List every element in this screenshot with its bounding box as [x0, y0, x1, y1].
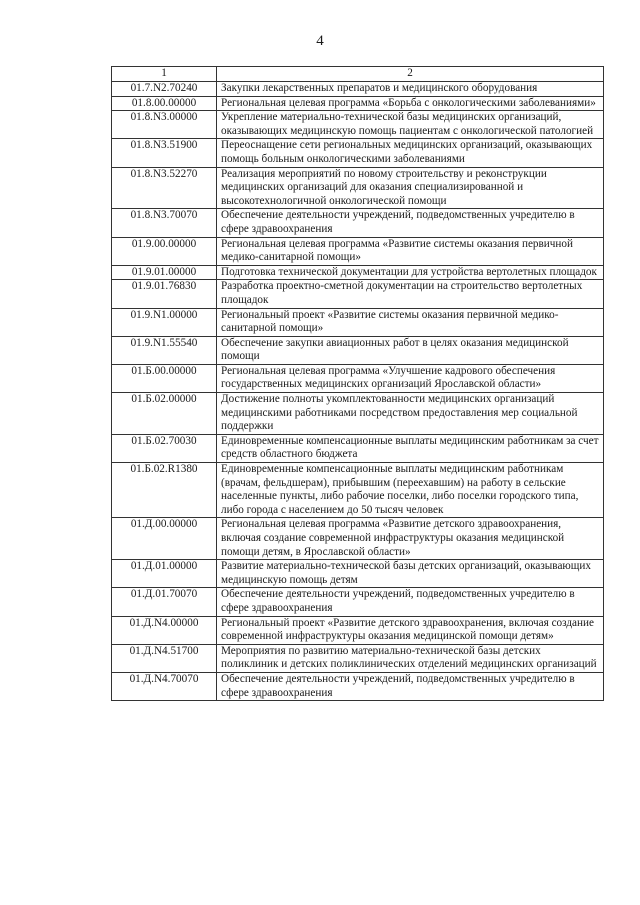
table-row: [112, 336, 604, 364]
row-code: 01.Д.01.00000: [112, 560, 217, 588]
table-row: [112, 672, 604, 700]
row-description: Региональная целевая программа «Борьба с онкологическими заболеваниями»: [217, 96, 604, 111]
row-description: Региональная целевая программа «Улучшение кадрового обеспечения государственных медицинских организаций Ярославской области»: [217, 364, 604, 392]
row-code: 01.7.N2.70240: [112, 82, 217, 97]
table-row: [112, 463, 604, 518]
table-row: [112, 167, 604, 209]
column-header-1: 1: [112, 67, 217, 82]
row-description: Обеспечение деятельности учреждений, подведомственных учредителю в сфере здравоохранения: [217, 209, 604, 237]
row-description: Развитие материально-технической базы детских организаций, оказывающих медицинскую помощь детям: [217, 560, 604, 588]
row-description: Разработка проектно-сметной документации на строительство вертолетных площадок: [217, 280, 604, 308]
row-description: Реализация мероприятий по новому строительству и реконструкции медицинских организаций для оказания специализированной и высокотехнологичной онкологической помощи: [217, 167, 604, 209]
row-code: 01.8.N3.52270: [112, 167, 217, 209]
row-code: 01.Д.N4.51700: [112, 644, 217, 672]
row-description: Единовременные компенсационные выплаты медицинским работникам за счет средств областного бюджета: [217, 434, 604, 462]
row-code: 01.9.N1.55540: [112, 336, 217, 364]
row-description: Региональная целевая программа «Развитие детского здравоохранения, включая создание современной инфраструктуры оказания медицинской помощи детям, в Ярославской области»: [217, 518, 604, 560]
row-description: Укрепление материально-технической базы медицинских организаций, оказывающих медицинскую помощь пациентам с онкологической патологией: [217, 111, 604, 139]
row-code: 01.Д.N4.70070: [112, 672, 217, 700]
table-row: [112, 209, 604, 237]
table-row: [112, 393, 604, 435]
table-row: [112, 616, 604, 644]
row-code: 01.9.01.00000: [112, 265, 217, 280]
table-body: [112, 82, 604, 701]
table-row: [112, 111, 604, 139]
table-row: [112, 644, 604, 672]
row-description: Закупки лекарственных препаратов и медицинского оборудования: [217, 82, 604, 97]
table-row: [112, 308, 604, 336]
row-code: 01.9.01.76830: [112, 280, 217, 308]
row-description: Региональный проект «Развитие детского здравоохранения, включая создание современной инфраструктуры оказания медицинской помощи детям»: [217, 616, 604, 644]
row-code: 01.Б.00.00000: [112, 364, 217, 392]
row-description: Мероприятия по развитию материально-технической базы детских поликлиник и детских поликлинических отделений медицинских организаций: [217, 644, 604, 672]
row-description: Обеспечение закупки авиационных работ в целях оказания медицинской помощи: [217, 336, 604, 364]
table-row: [112, 280, 604, 308]
table-row: [112, 518, 604, 560]
row-code: 01.8.N3.00000: [112, 111, 217, 139]
row-description: Региональная целевая программа «Развитие системы оказания первичной медико-санитарной помощи»: [217, 237, 604, 265]
table-row: [112, 265, 604, 280]
row-code: 01.Б.02.70030: [112, 434, 217, 462]
row-code: 01.Б.02.R1380: [112, 463, 217, 518]
row-description: Подготовка технической документации для устройства вертолетных площадок: [217, 265, 604, 280]
row-code: 01.Б.02.00000: [112, 393, 217, 435]
column-header-2: 2: [217, 67, 604, 82]
table-row: [112, 434, 604, 462]
row-description: Переоснащение сети региональных медицинских организаций, оказывающих помощь больным онкологическими заболеваниями: [217, 139, 604, 167]
table-row: [112, 96, 604, 111]
table-row: [112, 560, 604, 588]
row-code: 01.9.00.00000: [112, 237, 217, 265]
budget-classification-table: [111, 66, 604, 701]
table-row: [112, 139, 604, 167]
row-description: Единовременные компенсационные выплаты медицинским работникам (врачам, фельдшерам), прибывшим (переехавшим) на работу в сельские населенные пункты, либо рабочие поселки, либо поселки городского типа, либо города с населением до 50 тысяч человек: [217, 463, 604, 518]
row-code: 01.8.N3.51900: [112, 139, 217, 167]
row-code: 01.Д.01.70070: [112, 588, 217, 616]
page-number: 4: [316, 33, 324, 49]
table-row: [112, 588, 604, 616]
row-description: Региональный проект «Развитие системы оказания первичной медико-санитарной помощи»: [217, 308, 604, 336]
row-description: Обеспечение деятельности учреждений, подведомственных учредителю в сфере здравоохранения: [217, 672, 604, 700]
row-description: Обеспечение деятельности учреждений, подведомственных учредителю в сфере здравоохранения: [217, 588, 604, 616]
table-row: [112, 364, 604, 392]
row-code: 01.Д.00.00000: [112, 518, 217, 560]
row-code: 01.Д.N4.00000: [112, 616, 217, 644]
row-description: Достижение полноты укомплектованности медицинских организаций медицинскими работниками посредством предоставления мер социальной поддержки: [217, 393, 604, 435]
row-code: 01.8.00.00000: [112, 96, 217, 111]
table-row: [112, 82, 604, 97]
table-row: [112, 237, 604, 265]
table-header-row: [112, 67, 604, 82]
row-code: 01.8.N3.70070: [112, 209, 217, 237]
row-code: 01.9.N1.00000: [112, 308, 217, 336]
